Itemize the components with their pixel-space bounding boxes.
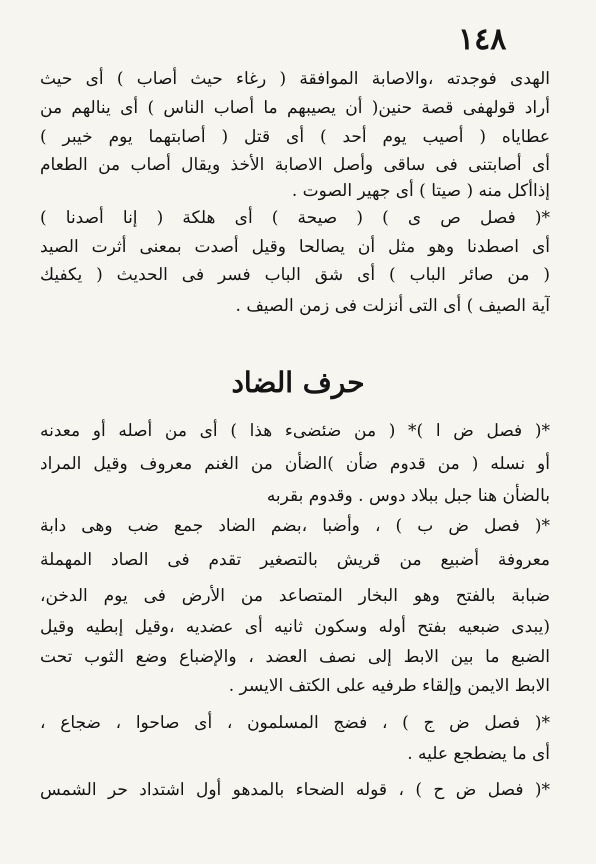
entry-heading-line: *( فصل ض ح ) ، قوله الضحاء بالمدهو أول اشتداد حر الشمس [40, 780, 550, 800]
text-line: أراد قولهفى قصة حنين( أن يصيبهم ما أصاب الناس ) أى ينالهم من [40, 98, 550, 118]
entry-heading-line: *( فصل ص ى ) ( صيحة ) أى هلكة ( إنا أصدنا ) [40, 208, 550, 228]
text-line: ( من صائر الباب ) أى شق الباب فسر فى الحديث ( يكفيك [40, 265, 550, 285]
entry-heading-line: *( فصل ض ب ) ، وأضبا ،بضم الضاد جمع ضب وهى دابة [40, 516, 550, 536]
entry-heading-line: *( فصل ض ج ) ، فضج المسلمون ، أى صاحوا ، ضجاع ، [40, 713, 550, 733]
text-line: آية الصيف ) أى التى أنزلت فى زمن الصيف . [235, 296, 550, 316]
section-title: حرف الضاد [231, 366, 365, 399]
page-number: ١٤٨ [458, 22, 507, 57]
text-line: معروفة أضبيع من قريش بالتصغير تقدم فى الصاد المهملة [40, 550, 550, 570]
text-line: الابط الايمن وإلقاء طرفيه على الكتف الايسر . [228, 676, 550, 696]
text-line: إذاأكل منه ( صيتا ) أى جهير الصوت . [291, 181, 550, 201]
text-line: الضبع ما بين الابط إلى نصف العضد ، والإضباع وضع الثوب تحت [40, 647, 550, 667]
text-line: أى ما يضطجع عليه . [407, 744, 550, 764]
text-line: الهدى فوجدته ،والاصابة الموافقة ( رغاء حيث أصاب ) أى حيث [40, 69, 550, 89]
text-line: أى أصابتنى فى ساقى وأصل الاصابة الأخذ ويقال أصاب من الطعام [40, 155, 550, 175]
text-line: عطاياه ( أصيب يوم أحد ) أى قتل ( أصابتهما يوم خيبر ) [40, 127, 550, 147]
text-line: (يبدى ضبعيه بفتح أوله وسكون ثانيه أى عضديه ،وقيل إبطيه وقيل [40, 617, 550, 637]
text-line: أو نسله ( من قدوم ضأن )الضأن من الغنم معروف وقيل المراد [40, 454, 550, 474]
text-line: ضبابة بالفتح وهو البخار المتصاعد من الأرض فى يوم الدخن، [40, 586, 550, 606]
text-line: بالضأن هنا جبل ببلاد دوس . وقدوم بقربه [266, 486, 550, 506]
entry-heading-line: *( فصل ض ا )* ( من ضئضىء هذا ) أى من أصله أو معدنه [40, 421, 550, 441]
text-line: أى اصطدنا وهو مثل أن يصالحا وقيل أصدت بمعنى أثرت الصيد [40, 237, 550, 257]
